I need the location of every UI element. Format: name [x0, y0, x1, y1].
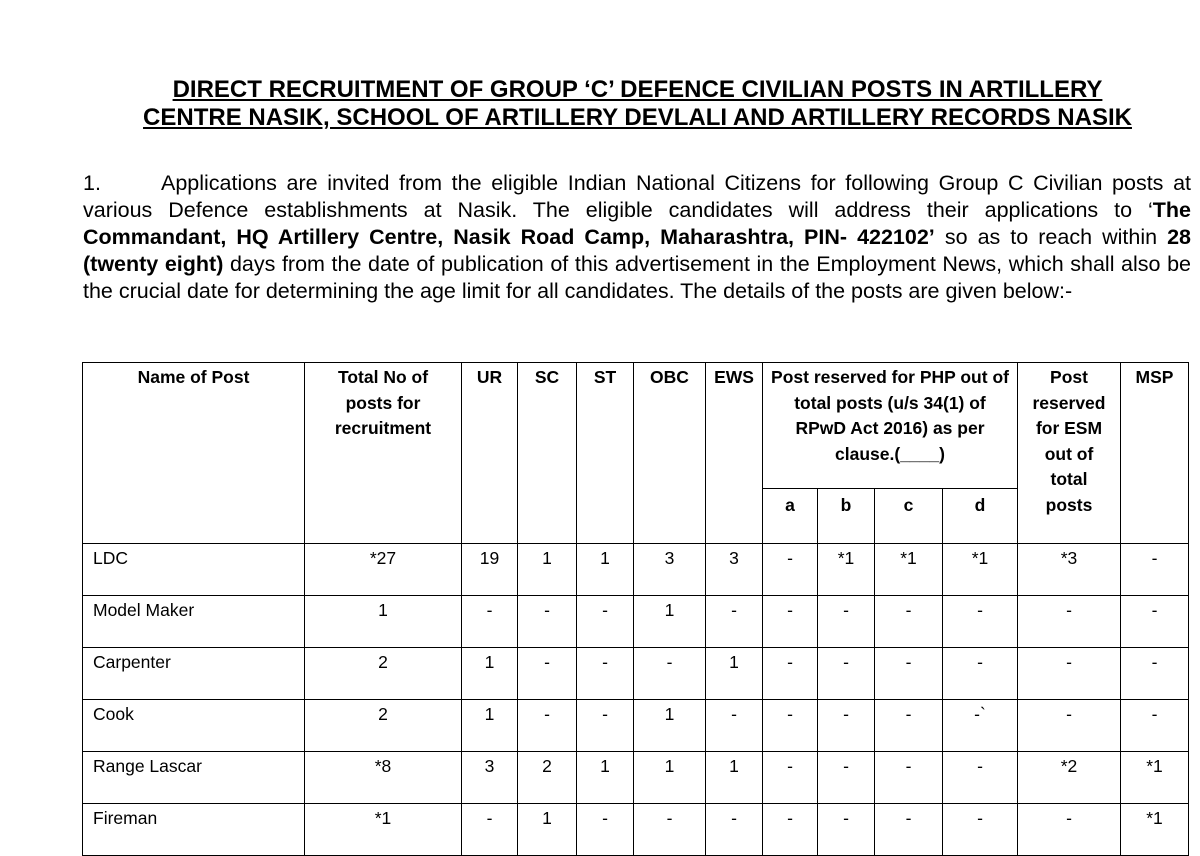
cell-esm: -: [1018, 804, 1121, 856]
cell-name: Range Lascar: [83, 752, 305, 804]
cell-php-d: -`: [943, 700, 1018, 752]
cell-php-c: -: [875, 752, 943, 804]
table-row: [83, 700, 1189, 752]
cell-esm: *3: [1018, 544, 1121, 596]
cell-name: LDC: [83, 544, 305, 596]
para-text-1: Applications are invited from the eligible Indian National Citizens for following Group C Civilian posts at various Defence establishments at Nasik. The eligible candidates will address their applications to ‘: [83, 171, 1191, 222]
cell-msp: -: [1121, 544, 1189, 596]
cell-php-b: -: [818, 752, 875, 804]
cell-name: Carpenter: [83, 648, 305, 700]
cell-name: Cook: [83, 700, 305, 752]
cell-sc: 2: [518, 752, 577, 804]
cell-st: 1: [577, 544, 634, 596]
table-row: [83, 752, 1189, 804]
cell-obc: 1: [634, 752, 706, 804]
address-text: The Commandant, HQ Artillery Centre, Nasik Road Camp, Maharashtra, PIN- 422102’: [83, 198, 1191, 249]
cell-st: -: [577, 648, 634, 700]
cell-php-c: -: [875, 648, 943, 700]
cell-php-a: -: [763, 648, 818, 700]
header-php-c: c: [875, 489, 943, 544]
cell-obc: 1: [634, 596, 706, 648]
cell-ews: -: [706, 700, 763, 752]
header-php-d: d: [943, 489, 1018, 544]
cell-msp: -: [1121, 596, 1189, 648]
cell-php-d: -: [943, 596, 1018, 648]
cell-esm: -: [1018, 648, 1121, 700]
cell-total: 2: [305, 648, 462, 700]
table-row: [83, 596, 1189, 648]
cell-ews: 1: [706, 648, 763, 700]
cell-esm: -: [1018, 596, 1121, 648]
cell-ur: -: [462, 596, 518, 648]
cell-ur: 1: [462, 648, 518, 700]
cell-php-d: -: [943, 804, 1018, 856]
cell-ur: 3: [462, 752, 518, 804]
cell-msp: -: [1121, 648, 1189, 700]
cell-msp: *1: [1121, 804, 1189, 856]
cell-php-b: *1: [818, 544, 875, 596]
paragraph-number: 1.: [83, 171, 101, 195]
cell-total: 1: [305, 596, 462, 648]
cell-ews: -: [706, 596, 763, 648]
cell-php-d: *1: [943, 544, 1018, 596]
cell-st: -: [577, 700, 634, 752]
para-text-3: days from the date of publication of this advertisement in the Employment News, which shall also be the crucial date for determining the age limit for all candidates. The details of the posts are given below:-: [83, 252, 1191, 303]
posts-table: [82, 362, 1189, 856]
header-ews: EWS: [706, 363, 763, 544]
cell-php-a: -: [763, 700, 818, 752]
cell-php-a: -: [763, 752, 818, 804]
para-text-2: so as to reach within: [934, 225, 1168, 249]
cell-php-b: -: [818, 700, 875, 752]
cell-sc: 1: [518, 804, 577, 856]
cell-ur: 19: [462, 544, 518, 596]
cell-name: Model Maker: [83, 596, 305, 648]
header-esm: Post reserved for ESM out of total posts: [1018, 363, 1121, 544]
header-ur: UR: [462, 363, 518, 544]
title-line-2: CENTRE NASIK, SCHOOL OF ARTILLERY DEVLALI AND ARTILLERY RECORDS NASIK: [143, 104, 1132, 131]
cell-php-a: -: [763, 544, 818, 596]
cell-total: *8: [305, 752, 462, 804]
header-name-of-post: Name of Post: [83, 363, 305, 544]
cell-obc: 1: [634, 700, 706, 752]
title-line-1: DIRECT RECRUITMENT OF GROUP ‘C’ DEFENCE CIVILIAN POSTS IN ARTILLERY: [172, 76, 1103, 103]
document-title: [0, 76, 1200, 132]
cell-total: 2: [305, 700, 462, 752]
cell-ews: -: [706, 804, 763, 856]
cell-php-b: -: [818, 596, 875, 648]
cell-esm: -: [1018, 700, 1121, 752]
cell-sc: 1: [518, 544, 577, 596]
header-obc: OBC: [634, 363, 706, 544]
intro-paragraph: [83, 170, 1191, 305]
cell-st: 1: [577, 752, 634, 804]
cell-total: *27: [305, 544, 462, 596]
table-row: [83, 648, 1189, 700]
days-text: 28 (twenty eight): [83, 225, 1192, 276]
cell-total: *1: [305, 804, 462, 856]
cell-sc: -: [518, 648, 577, 700]
cell-ews: 3: [706, 544, 763, 596]
cell-st: -: [577, 596, 634, 648]
header-msp: MSP: [1121, 363, 1189, 544]
header-sc: SC: [518, 363, 577, 544]
cell-obc: -: [634, 648, 706, 700]
cell-php-b: -: [818, 648, 875, 700]
cell-obc: 3: [634, 544, 706, 596]
cell-name: Fireman: [83, 804, 305, 856]
cell-ews: 1: [706, 752, 763, 804]
header-php-b: b: [818, 489, 875, 544]
header-total-posts: Total No of posts for recruitment: [305, 363, 462, 544]
cell-php-c: -: [875, 700, 943, 752]
cell-obc: -: [634, 804, 706, 856]
cell-php-c: *1: [875, 544, 943, 596]
cell-sc: -: [518, 700, 577, 752]
cell-php-a: -: [763, 596, 818, 648]
cell-php-a: -: [763, 804, 818, 856]
cell-php-b: -: [818, 804, 875, 856]
cell-ur: 1: [462, 700, 518, 752]
cell-ur: -: [462, 804, 518, 856]
cell-php-d: -: [943, 752, 1018, 804]
cell-php-d: -: [943, 648, 1018, 700]
table-row: [83, 544, 1189, 596]
cell-msp: -: [1121, 700, 1189, 752]
cell-php-c: -: [875, 596, 943, 648]
header-php-a: a: [763, 489, 818, 544]
cell-esm: *2: [1018, 752, 1121, 804]
header-php: Post reserved for PHP out of total posts (u/s 34(1) of RPwD Act 2016) as per clause.(____): [763, 363, 1018, 489]
cell-php-c: -: [875, 804, 943, 856]
cell-sc: -: [518, 596, 577, 648]
cell-st: -: [577, 804, 634, 856]
table-row: [83, 804, 1189, 856]
header-st: ST: [577, 363, 634, 544]
cell-msp: *1: [1121, 752, 1189, 804]
